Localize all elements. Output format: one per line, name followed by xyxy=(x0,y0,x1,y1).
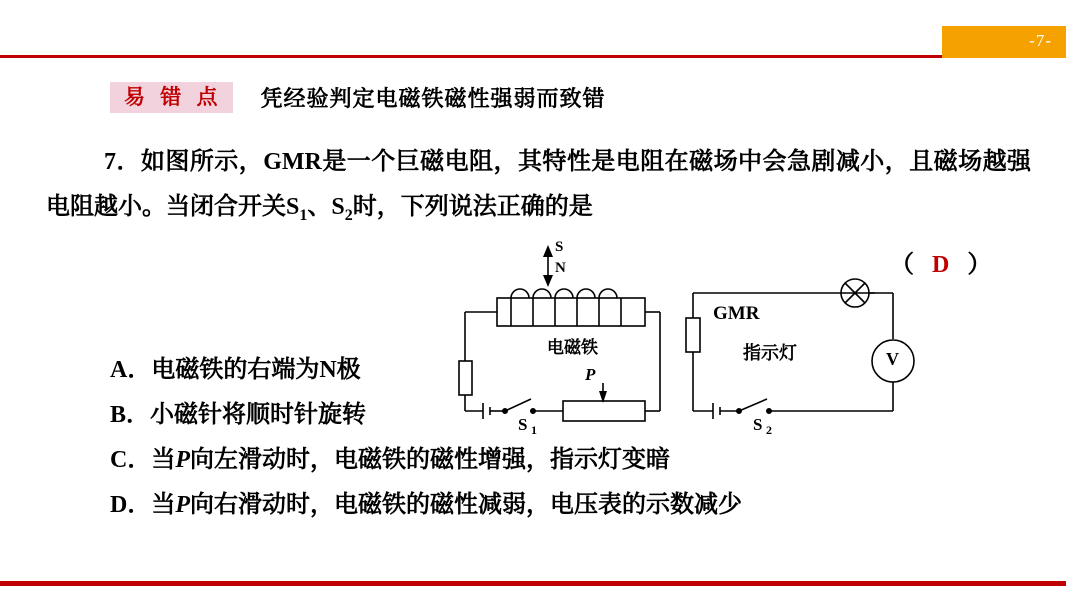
option-a-text: 电磁铁的右端为N极 xyxy=(151,357,361,383)
circuit-svg xyxy=(455,243,945,443)
answer-paren-close: ） xyxy=(967,252,994,278)
option-d-post: 向右滑动时，电磁铁的磁性减弱，电压表的示数减少 xyxy=(190,492,743,518)
answer-value: D xyxy=(932,252,952,278)
question-sep: 、 xyxy=(307,194,332,220)
compass-label-n: N xyxy=(555,260,566,276)
switch1-label: S xyxy=(518,415,528,434)
question-switch1: S xyxy=(286,194,300,220)
question-number: 7． xyxy=(104,149,141,175)
option-c-label: C． xyxy=(110,447,152,473)
option-a-label: A． xyxy=(110,357,152,383)
question-switch1-sub: 1 xyxy=(299,206,308,224)
switch1-sub: 1 xyxy=(531,423,537,437)
option-c-pre: 当 xyxy=(151,447,176,473)
question-switch2: S xyxy=(331,194,345,220)
question-text xyxy=(46,140,1031,238)
voltmeter-label: V xyxy=(886,349,899,369)
option-c-symbol: P xyxy=(175,447,191,473)
circuit-figure xyxy=(455,239,945,443)
compass-label-s: S xyxy=(555,239,564,255)
page-number: -7- xyxy=(1029,31,1052,50)
tag-chip-label: 易 错 点 xyxy=(110,82,233,113)
header-rule xyxy=(0,55,1066,58)
option-c-post: 向左滑动时，电磁铁的磁性增强，指示灯变暗 xyxy=(190,447,671,473)
gmr-label: GMR xyxy=(713,303,760,324)
indicator-label: 指示灯 xyxy=(743,343,797,363)
question-body-2: 是一个巨磁电阻，其特性是电阻在磁场中会急剧减小，且磁场越强电阻越小。当闭合开关 xyxy=(46,149,1032,220)
option-d xyxy=(110,483,910,528)
option-b-label: B． xyxy=(110,402,151,428)
question-body-3: 时，下列说法正确的是 xyxy=(352,194,593,220)
switch2-sub: 2 xyxy=(766,423,772,437)
slider-label: P xyxy=(585,365,596,384)
option-d-symbol: P xyxy=(175,492,191,518)
option-b-text: 小磁针将顺时针旋转 xyxy=(150,402,367,428)
question-switch2-sub: 2 xyxy=(344,206,353,224)
option-d-label: D． xyxy=(110,492,152,518)
option-d-pre: 当 xyxy=(151,492,176,518)
answer-paren-open: （ xyxy=(890,252,916,278)
question-gmr: GMR xyxy=(263,149,322,175)
option-c xyxy=(110,438,910,483)
question-body-1: 如图所示， xyxy=(140,149,264,175)
switch2-label: S xyxy=(753,415,763,434)
tag-title: 凭经验判定电磁铁磁性强弱而致错 xyxy=(260,86,606,112)
footer-rule xyxy=(0,581,1066,586)
electromagnet-label: 电磁铁 xyxy=(547,338,598,357)
easy-error-tag xyxy=(110,82,606,113)
